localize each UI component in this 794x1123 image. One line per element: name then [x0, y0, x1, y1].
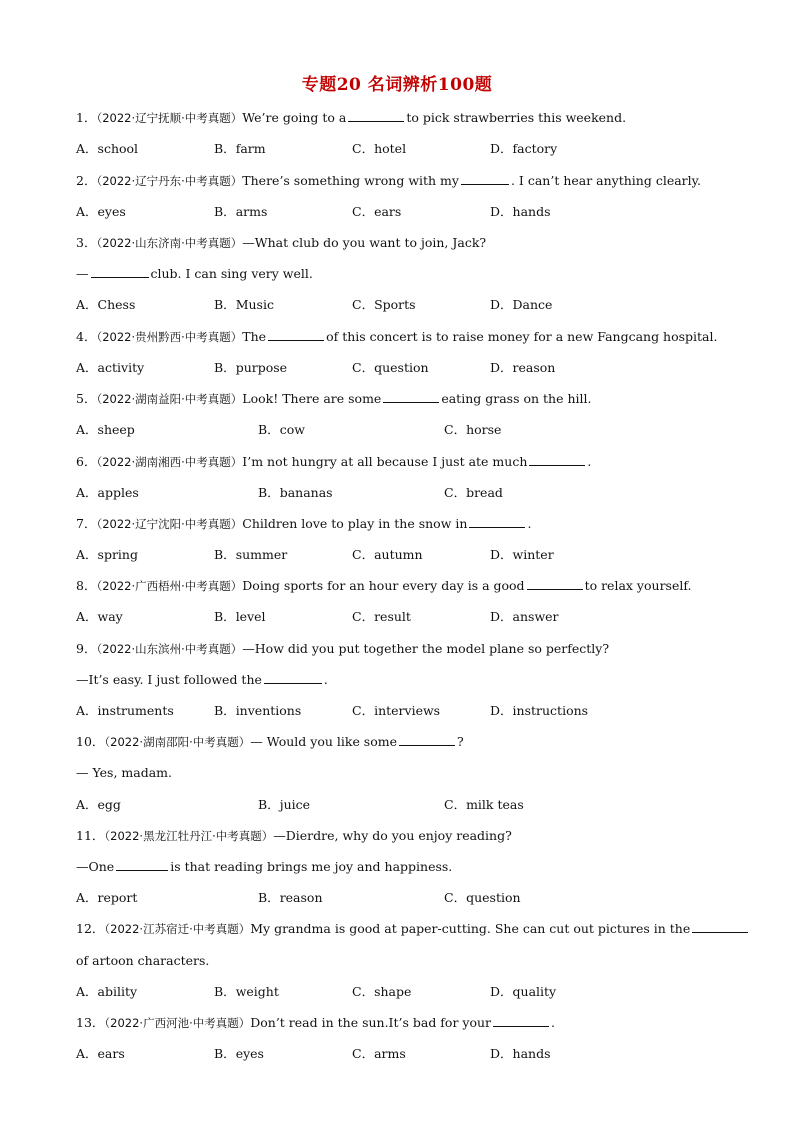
- option-letter: C．: [444, 485, 467, 500]
- question-source: （2022·湖南湘西·中考真题）: [96, 455, 243, 469]
- option-c: [352, 703, 440, 719]
- option-letter: A．: [76, 422, 98, 437]
- question-11-stem: [76, 828, 512, 844]
- option-letter: A．: [76, 609, 98, 624]
- option-text: juice: [279, 797, 311, 812]
- option-text: result: [374, 609, 411, 624]
- question-9-options: [76, 703, 726, 719]
- question-text: —What club do you want to join, Jack?: [242, 235, 487, 250]
- question-number: 13．: [76, 1015, 105, 1030]
- option-text: Sports: [374, 297, 416, 312]
- option-letter: A．: [76, 984, 98, 999]
- question-13-stem: [76, 1015, 555, 1031]
- question-text: — Would you like some: [250, 734, 397, 749]
- option-d: [490, 547, 554, 563]
- option-text: hands: [512, 1046, 551, 1061]
- question-text-end: .: [323, 672, 328, 687]
- option-d: [490, 204, 551, 220]
- question-10-stem: [76, 734, 464, 750]
- question-text-end: club. I can sing very well.: [150, 266, 313, 281]
- question-text: —: [76, 266, 89, 281]
- question-text: Children love to play in the snow in: [242, 516, 468, 531]
- option-c: [352, 609, 411, 625]
- question-text: There’s something wrong with my: [242, 173, 459, 188]
- option-b: [258, 797, 310, 813]
- question-number: 11．: [76, 828, 105, 843]
- option-a: [76, 984, 137, 1000]
- question-12-stem: [76, 921, 750, 937]
- question-2-stem: [76, 173, 701, 189]
- option-text: hotel: [374, 141, 407, 156]
- option-text: ears: [97, 1046, 125, 1061]
- option-letter: C．: [444, 422, 467, 437]
- option-b: [258, 890, 323, 906]
- option-text: purpose: [235, 360, 288, 375]
- option-letter: A．: [76, 797, 98, 812]
- question-source: （2022·广西梧州·中考真题）: [96, 579, 243, 593]
- option-c: [352, 141, 406, 157]
- question-source: （2022·黑龙江牡丹江·中考真题）: [104, 829, 274, 843]
- option-text: weight: [235, 984, 279, 999]
- option-letter: C．: [444, 890, 467, 905]
- option-text: horse: [466, 422, 502, 437]
- option-text: bananas: [279, 485, 333, 500]
- page-title: 专题20 名词辨析100题: [301, 75, 493, 95]
- option-c: [352, 1046, 406, 1062]
- option-b: [258, 485, 333, 501]
- question-number: 1．: [76, 110, 97, 125]
- question-text-end: of this concert is to raise money for a new Fangcang hospital.: [326, 329, 718, 344]
- question-text: Look! There are some: [242, 391, 382, 406]
- option-c: [352, 204, 401, 220]
- answer-blank: [493, 1015, 549, 1027]
- option-a: [76, 797, 121, 813]
- option-text: reason: [512, 360, 556, 375]
- option-letter: D．: [490, 360, 513, 375]
- option-letter: C．: [352, 204, 375, 219]
- option-d: [490, 703, 588, 719]
- option-letter: A．: [76, 703, 98, 718]
- question-source: （2022·贵州黔西·中考真题）: [96, 330, 243, 344]
- option-letter: B．: [214, 547, 236, 562]
- question-source: （2022·辽宁丹东·中考真题）: [96, 174, 243, 188]
- question-6-stem: [76, 454, 591, 470]
- option-text: Chess: [97, 297, 136, 312]
- question-number: 5．: [76, 391, 97, 406]
- option-text: apples: [97, 485, 139, 500]
- option-d: [490, 609, 559, 625]
- option-c: [352, 360, 429, 376]
- option-d: [490, 297, 552, 313]
- question-source: （2022·山东济南·中考真题）: [96, 236, 243, 250]
- answer-blank: [383, 391, 439, 403]
- answer-blank: [348, 110, 404, 122]
- question-2-options: [76, 204, 726, 220]
- question-9-line2: [76, 672, 328, 688]
- option-text: autumn: [374, 547, 423, 562]
- question-number: 8．: [76, 578, 97, 593]
- answer-blank: [399, 734, 455, 746]
- question-11-line2: [76, 859, 452, 875]
- question-1-stem: [76, 110, 626, 126]
- answer-blank: [469, 516, 525, 528]
- option-a: [76, 609, 123, 625]
- question-5-stem: [76, 391, 591, 407]
- option-text: way: [97, 609, 123, 624]
- question-10-options: [76, 797, 726, 813]
- option-c: [444, 485, 503, 501]
- option-a: [76, 890, 137, 906]
- question-7-options: [76, 547, 726, 563]
- option-letter: A．: [76, 890, 98, 905]
- question-7-stem: [76, 516, 531, 532]
- answer-blank: [529, 454, 585, 466]
- option-text: shape: [374, 984, 412, 999]
- option-text: quality: [512, 984, 557, 999]
- question-source: （2022·广西河池·中考真题）: [104, 1016, 251, 1030]
- option-letter: B．: [214, 360, 236, 375]
- option-letter: D．: [490, 1046, 513, 1061]
- option-letter: D．: [490, 703, 513, 718]
- question-number: 10．: [76, 734, 105, 749]
- option-text: interviews: [374, 703, 441, 718]
- option-letter: C．: [352, 703, 375, 718]
- question-3-line2: [76, 266, 313, 282]
- option-text: egg: [97, 797, 121, 812]
- question-number: 2．: [76, 173, 97, 188]
- option-text: eyes: [97, 204, 126, 219]
- option-text: milk teas: [466, 797, 524, 812]
- question-number: 4．: [76, 329, 97, 344]
- question-8-stem: [76, 578, 692, 594]
- question-5-options: [76, 422, 726, 438]
- option-b: [214, 204, 267, 220]
- question-text: —It’s easy. I just followed the: [76, 672, 262, 687]
- option-c: [352, 297, 416, 313]
- question-9-stem: [76, 641, 609, 657]
- option-d: [490, 360, 555, 376]
- option-letter: C．: [352, 360, 375, 375]
- option-letter: D．: [490, 297, 513, 312]
- option-letter: B．: [258, 485, 280, 500]
- answer-blank: [527, 578, 583, 590]
- option-a: [76, 141, 138, 157]
- question-11-options: [76, 890, 726, 906]
- option-c: [352, 547, 423, 563]
- option-text: ability: [97, 984, 138, 999]
- option-letter: B．: [214, 1046, 236, 1061]
- option-letter: B．: [258, 797, 280, 812]
- option-text: hands: [512, 204, 551, 219]
- question-text-end: to pick strawberries this weekend.: [406, 110, 627, 125]
- question-text-end: to relax yourself.: [584, 578, 692, 593]
- option-letter: C．: [444, 797, 467, 812]
- question-text: I’m not hungry at all because I just ate much: [242, 454, 528, 469]
- question-text: My grandma is good at paper-cutting. She can cut out pictures in the: [250, 921, 691, 936]
- option-text: factory: [512, 141, 558, 156]
- question-6-options: [76, 485, 726, 501]
- question-4-stem: [76, 329, 717, 345]
- option-b: [258, 422, 305, 438]
- option-a: [76, 547, 138, 563]
- option-c: [444, 422, 501, 438]
- option-text: instructions: [512, 703, 589, 718]
- option-b: [214, 297, 274, 313]
- question-text: — Yes, madam.: [76, 765, 172, 780]
- option-text: report: [97, 890, 138, 905]
- option-a: [76, 360, 144, 376]
- option-text: spring: [97, 547, 138, 562]
- option-d: [490, 984, 556, 1000]
- option-letter: C．: [352, 984, 375, 999]
- option-b: [214, 984, 279, 1000]
- question-3-options: [76, 297, 726, 313]
- question-text-end: .: [527, 516, 532, 531]
- option-letter: A．: [76, 360, 98, 375]
- question-text: —One: [76, 859, 115, 874]
- question-source: （2022·辽宁抚顺·中考真题）: [96, 111, 243, 125]
- option-letter: D．: [490, 204, 513, 219]
- option-a: [76, 297, 135, 313]
- option-b: [214, 547, 287, 563]
- question-source: （2022·山东滨州·中考真题）: [96, 642, 243, 656]
- option-letter: C．: [352, 609, 375, 624]
- question-12-line2: [76, 953, 209, 969]
- answer-blank: [91, 266, 149, 278]
- option-letter: A．: [76, 485, 98, 500]
- option-letter: B．: [214, 609, 236, 624]
- question-10-line2: [76, 765, 172, 781]
- option-text: cow: [279, 422, 305, 437]
- question-source: （2022·湖南益阳·中考真题）: [96, 392, 243, 406]
- option-text: farm: [235, 141, 266, 156]
- question-text-end: .: [587, 454, 592, 469]
- option-letter: B．: [214, 703, 236, 718]
- option-letter: D．: [490, 984, 513, 999]
- answer-blank: [461, 173, 509, 185]
- option-b: [214, 360, 287, 376]
- question-text: Don’t read in the sun.It’s bad for your: [250, 1015, 492, 1030]
- option-letter: A．: [76, 204, 98, 219]
- question-13-options: [76, 1046, 726, 1062]
- question-number: 6．: [76, 454, 97, 469]
- question-text: —How did you put together the model plane so perfectly?: [242, 641, 610, 656]
- question-source: （2022·湖南邵阳·中考真题）: [104, 735, 251, 749]
- question-text: We’re going to a: [242, 110, 347, 125]
- question-1-options: [76, 141, 726, 157]
- option-text: Dance: [512, 297, 553, 312]
- question-12-options: [76, 984, 726, 1000]
- question-text-end: .: [551, 1015, 556, 1030]
- option-text: question: [374, 360, 429, 375]
- option-text: question: [466, 890, 521, 905]
- option-a: [76, 485, 139, 501]
- question-text: The: [242, 329, 267, 344]
- answer-blank: [692, 921, 748, 933]
- question-4-options: [76, 360, 726, 376]
- option-text: ears: [374, 204, 402, 219]
- option-letter: D．: [490, 547, 513, 562]
- option-letter: B．: [214, 984, 236, 999]
- option-a: [76, 422, 135, 438]
- question-number: 12．: [76, 921, 105, 936]
- option-letter: C．: [352, 297, 375, 312]
- option-a: [76, 1046, 125, 1062]
- option-text: instruments: [97, 703, 174, 718]
- question-text-end: eating grass on the hill.: [441, 391, 592, 406]
- option-text: arms: [235, 204, 268, 219]
- option-text: activity: [97, 360, 145, 375]
- answer-blank: [264, 672, 322, 684]
- question-text-end: ?: [457, 734, 464, 749]
- option-c: [444, 797, 524, 813]
- option-letter: C．: [352, 141, 375, 156]
- option-letter: C．: [352, 1046, 375, 1061]
- question-text-end: . I can’t hear anything clearly.: [510, 173, 702, 188]
- option-text: level: [235, 609, 266, 624]
- option-b: [214, 703, 301, 719]
- question-3-stem: [76, 235, 486, 251]
- question-number: 9．: [76, 641, 97, 656]
- option-letter: B．: [258, 422, 280, 437]
- question-text: Doing sports for an hour every day is a good: [242, 578, 525, 593]
- option-letter: B．: [214, 297, 236, 312]
- option-letter: C．: [352, 547, 375, 562]
- option-letter: A．: [76, 297, 98, 312]
- option-letter: A．: [76, 547, 98, 562]
- option-b: [214, 1046, 264, 1062]
- option-text: eyes: [235, 1046, 264, 1061]
- option-d: [490, 1046, 551, 1062]
- question-number: 7．: [76, 516, 97, 531]
- option-letter: B．: [214, 204, 236, 219]
- question-number: 3．: [76, 235, 97, 250]
- question-source: （2022·江苏宿迁·中考真题）: [104, 922, 251, 936]
- option-b: [214, 609, 266, 625]
- option-a: [76, 204, 126, 220]
- question-source: （2022·辽宁沈阳·中考真题）: [96, 517, 243, 531]
- option-text: answer: [512, 609, 559, 624]
- option-text: summer: [235, 547, 288, 562]
- option-c: [444, 890, 521, 906]
- question-text: —Dierdre, why do you enjoy reading?: [273, 828, 512, 843]
- option-letter: D．: [490, 141, 513, 156]
- option-text: sheep: [97, 422, 135, 437]
- option-d: [490, 141, 557, 157]
- option-b: [214, 141, 266, 157]
- option-letter: B．: [214, 141, 236, 156]
- option-a: [76, 703, 174, 719]
- question-text-end: is that reading brings me joy and happiness.: [170, 859, 453, 874]
- option-letter: A．: [76, 1046, 98, 1061]
- answer-blank: [116, 859, 168, 871]
- option-text: arms: [374, 1046, 406, 1061]
- question-8-options: [76, 609, 726, 625]
- question-text: of artoon characters.: [76, 953, 210, 968]
- option-text: Music: [235, 297, 274, 312]
- option-letter: D．: [490, 609, 513, 624]
- option-c: [352, 984, 411, 1000]
- option-text: bread: [466, 485, 503, 500]
- answer-blank: [268, 329, 324, 341]
- option-letter: A．: [76, 141, 98, 156]
- option-text: winter: [512, 547, 554, 562]
- option-text: school: [97, 141, 139, 156]
- option-text: reason: [279, 890, 323, 905]
- option-text: inventions: [235, 703, 302, 718]
- option-letter: B．: [258, 890, 280, 905]
